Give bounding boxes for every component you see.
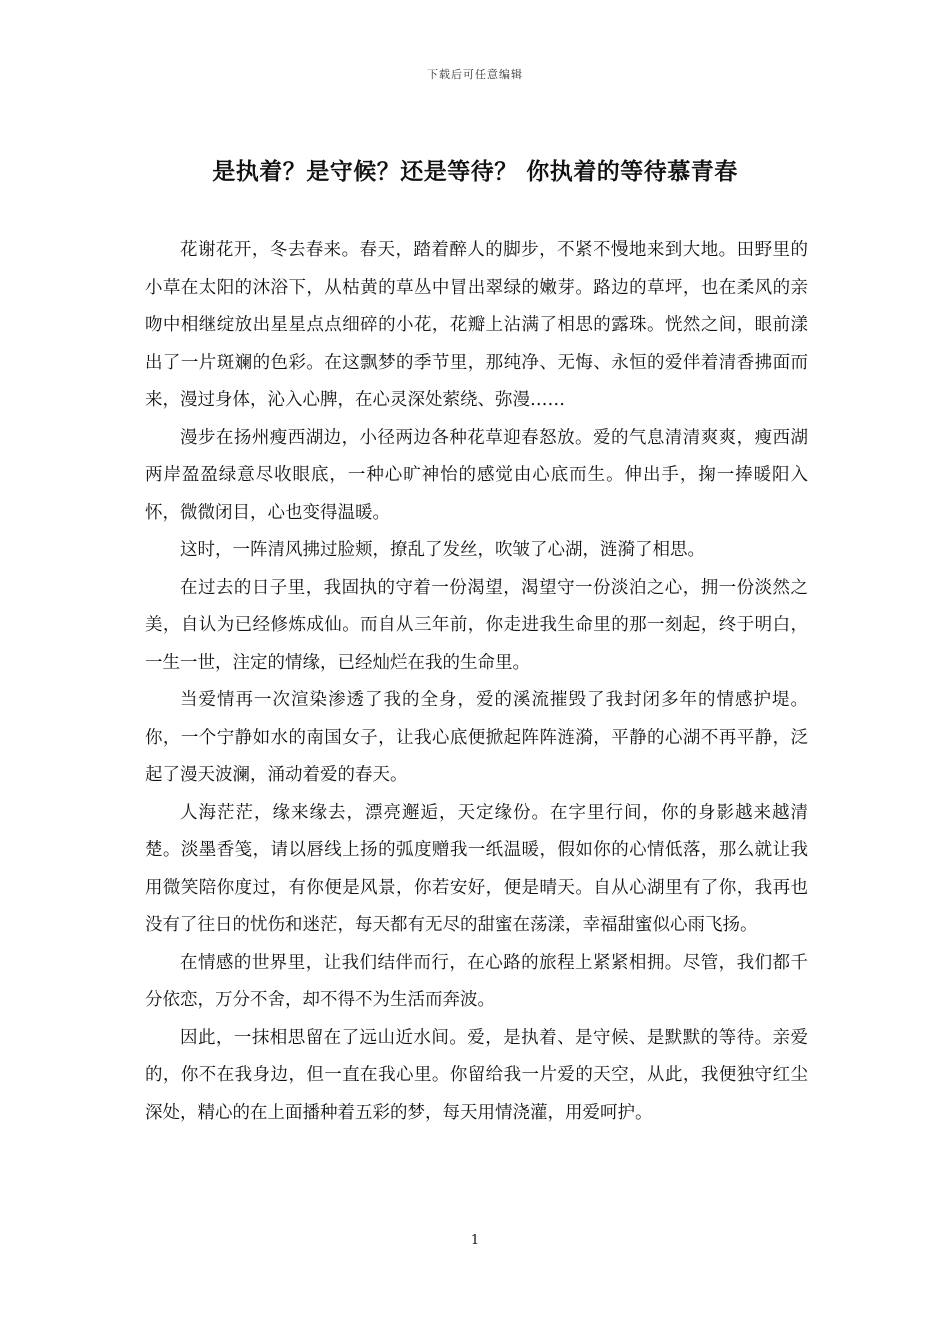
page-number: 1: [470, 1233, 480, 1248]
paragraph: 在情感的世界里，让我们结伴而行，在心路的旅程上紧紧相拥。尽管，我们都千分依恋，万分不舍，却不得不为生活而奔波。: [145, 952, 808, 1010]
paragraph: 漫步在扬州瘦西湖边，小径两边各种花草迎春怒放。爱的气息清清爽爽，瘦西湖两岸盈盈绿意尽收眼底，一种心旷神怡的感觉由心底而生。伸出手，掬一捧暖阳入怀，微微闭目，心也变得温暖。: [145, 427, 808, 523]
paragraph: 这时，一阵清风拂过脸颊，撩乱了发丝，吹皱了心湖，涟漪了相思。: [180, 540, 705, 560]
paragraph: 因此，一抹相思留在了远山近水间。爱，是执着、是守候、是默默的等待。亲爱的，你不在我身边，但一直在我心里。你留给我一片爱的天空，从此，我便独守红尘深处，精心的在上面播种着五彩的梦，每天用情浇灌，用爱呵护。: [145, 1027, 808, 1123]
document-body: [145, 232, 808, 1132]
page-header: 下载后可任意编辑: [427, 68, 523, 81]
document-title: 是执着？是守候？还是等待？ 你执着的等待慕青春: [212, 158, 738, 185]
paragraph: 在过去的日子里，我固执的守着一份渴望，渴望守一份淡泊之心，拥一份淡然之美，自认为已经修炼成仙。而自从三年前，你走进我生命里的那一刻起，终于明白，一生一世，注定的情缘，已经灿烂在我的生命里。: [145, 577, 808, 673]
paragraph: 人海茫茫，缘来缘去，漂亮邂逅，天定缘份。在字里行间，你的身影越来越清楚。淡墨香笺，请以唇线上扬的弧度赠我一纸温暖，假如你的心情低落，那么就让我用微笑陪你度过，有你便是风景，你若安好，便是晴天。自从心湖里有了你，我再也没有了往日的忧伤和迷茫，每天都有无尽的甜蜜在荡漾，幸福甜蜜似心雨飞扬。: [145, 802, 808, 935]
paragraph: 当爱情再一次渲染渗透了我的全身，爱的溪流摧毁了我封闭多年的情感护堤。你，一个宁静如水的南国女子，让我心底便掀起阵阵涟漪，平静的心湖不再平静，泛起了漫天波澜，涌动着爱的春天。: [145, 690, 808, 785]
paragraph: 花谢花开，冬去春来。春天，踏着醉人的脚步，不紧不慢地来到大地。田野里的小草在太阳的沐浴下，从枯黄的草丛中冒出翠绿的嫩芽。路边的草坪，也在柔风的亲吻中相继绽放出星星点点细碎的小花，花瓣上沾满了相思的露珠。恍然之间，眼前漾出了一片斑斓的色彩。在这飘梦的季节里，那纯净、无悔、永恒的爱伴着清香拂面而来，漫过身体，沁入心脾，在心灵深处萦绕、弥漫……: [145, 240, 808, 410]
